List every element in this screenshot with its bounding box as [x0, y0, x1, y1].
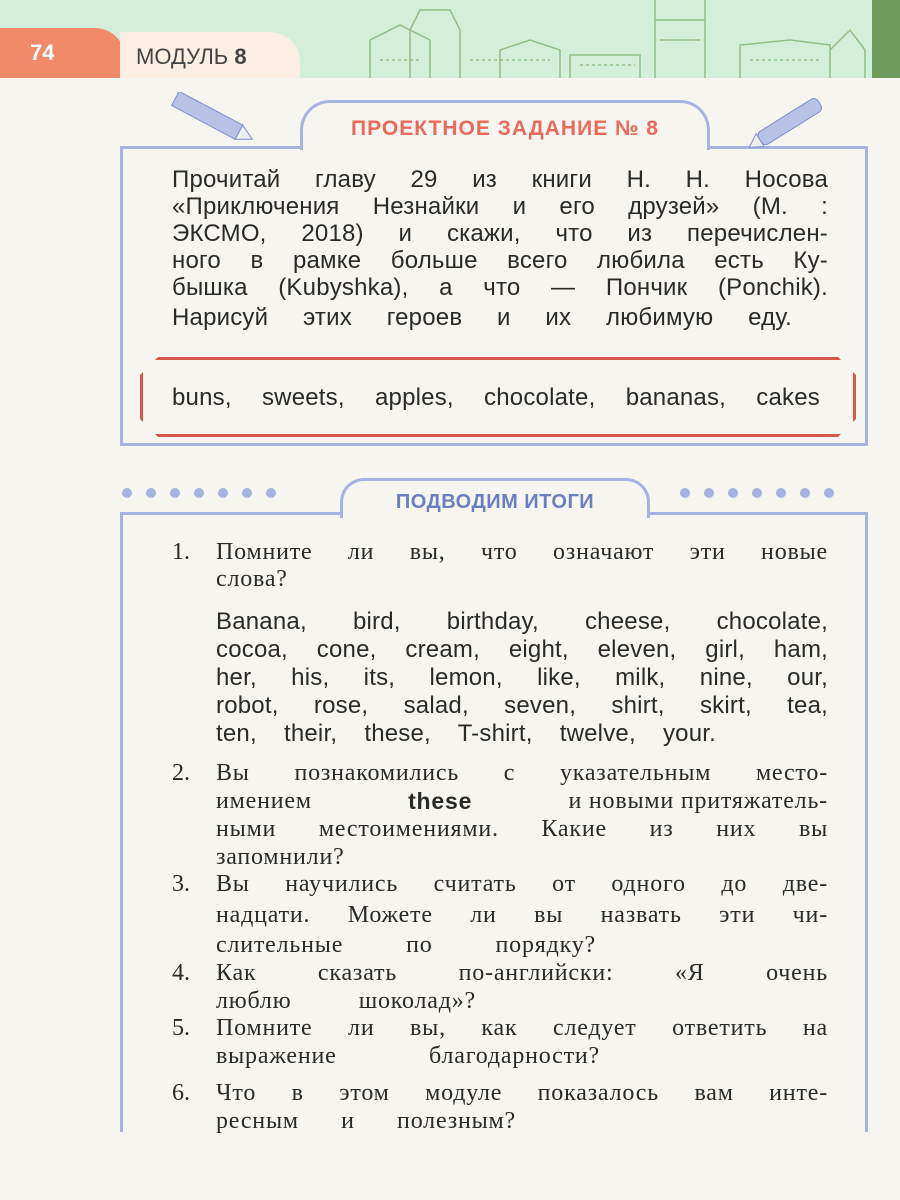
vocab-line: ten, their, these, T-shirt, twelve, your. — [216, 720, 716, 747]
town-illustration — [350, 0, 870, 78]
item-number: 5. — [172, 1015, 190, 1041]
keyword-these: these — [408, 788, 473, 814]
item-text: ресным и полезным? — [216, 1108, 516, 1134]
item-text: Помните ли вы, что означают эти новые — [216, 539, 828, 565]
dots-right — [680, 488, 834, 498]
page-tab — [0, 28, 125, 78]
pen-icon — [740, 92, 840, 152]
page-number: 74 — [30, 40, 55, 65]
header-edge — [872, 0, 900, 78]
summary-title-tab — [340, 478, 650, 518]
item-text: запомнили? — [216, 844, 345, 870]
item-text: ными местоимениями. Какие из них вы — [216, 816, 828, 842]
item-text: надцати. Можете ли вы назвать эти чи- — [216, 902, 828, 928]
item-text — [216, 788, 828, 815]
item-text: слова? — [216, 566, 288, 592]
item-text-part: и новыми притяжатель- — [568, 788, 828, 814]
module-label: МОДУЛЬ — [136, 44, 229, 69]
item-number: 4. — [172, 960, 190, 986]
module-number: 8 — [234, 44, 247, 69]
vocab-line: cocoa, cone, cream, eight, eleven, girl, ham, — [216, 636, 828, 663]
vocab-line: robot, rose, salad, seven, shirt, skirt, tea, — [216, 692, 828, 719]
vocab-line: Banana, bird, birthday, cheese, chocolate, — [216, 608, 828, 635]
item-text: Как сказать по-английски: «Я очень — [216, 960, 828, 986]
project-text-line: Нарисуй этих героев и их любимую еду. — [172, 304, 792, 331]
item-number: 3. — [172, 871, 190, 897]
word-list: buns, sweets, apples, chocolate, bananas, cakes — [172, 384, 820, 411]
item-text: Что в этом модуле показалось вам инте- — [216, 1080, 828, 1106]
item-text: Вы познакомились с указательным место- — [216, 760, 828, 786]
item-text: выражение благодарности? — [216, 1043, 600, 1069]
project-text-line: ного в рамке больше всего любила есть Ку- — [172, 247, 828, 274]
pencil-icon — [165, 92, 260, 147]
vocab-line: her, his, its, lemon, like, milk, nine, our, — [216, 664, 828, 691]
item-text: слительные по порядку? — [216, 932, 596, 958]
dots-left — [122, 488, 276, 498]
item-text: люблю шоколад»? — [216, 988, 476, 1014]
project-text-line: бышка (Kubyshka), а что — Пончик (Ponchik). — [172, 274, 828, 301]
module-title — [136, 44, 247, 70]
project-title-tab — [300, 100, 710, 150]
project-text-line: Прочитай главу 29 из книги Н. Н. Носова — [172, 166, 828, 193]
item-number: 6. — [172, 1080, 190, 1106]
summary-title: ПОДВОДИМ ИТОГИ — [395, 491, 595, 513]
item-text-part: имением — [216, 788, 312, 814]
project-text-line: ЭКСМО, 2018) и скажи, что из перечислен- — [172, 220, 828, 247]
item-text: Вы научились считать от одного до две- — [216, 871, 828, 897]
item-number: 1. — [172, 539, 190, 565]
project-text-line: «Приключения Незнайки и его друзей» (М. : — [172, 193, 828, 220]
item-text: Помните ли вы, как следует ответить на — [216, 1015, 828, 1041]
project-title: ПРОЕКТНОЕ ЗАДАНИЕ № 8 — [351, 117, 659, 140]
item-number: 2. — [172, 760, 190, 786]
